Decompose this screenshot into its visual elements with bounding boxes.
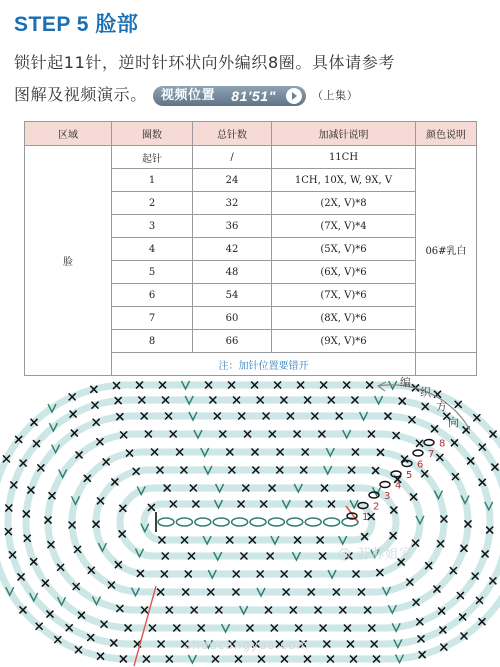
table-note: 注：加针位置要错开 — [112, 353, 416, 376]
desc-cell: (5X, V)*6 — [272, 238, 416, 261]
intro-text — [14, 47, 490, 112]
round-number: 8 — [439, 438, 446, 450]
watermark-brand: @ 苏苏姐家 — [338, 547, 414, 562]
chain-stitch — [305, 518, 321, 526]
total-cell: 48 — [193, 261, 272, 284]
chain-stitch — [213, 518, 229, 526]
round-cell: 起针 — [112, 146, 193, 169]
total-cell: 60 — [193, 307, 272, 330]
chain-stitch — [195, 518, 211, 526]
intro-line-2-text: 图解及视频演示。 — [14, 85, 147, 104]
desc-cell: (8X, V)*6 — [272, 307, 416, 330]
intro-line-2 — [14, 79, 490, 112]
round-cell: 7 — [112, 307, 193, 330]
header-rounds: 圈数 — [112, 122, 193, 146]
total-cell: / — [193, 146, 272, 169]
chain-stitch — [287, 518, 303, 526]
total-cell: 66 — [193, 330, 272, 353]
chain-stitch — [158, 518, 174, 526]
slip-stitch — [380, 482, 390, 488]
slip-stitch — [413, 450, 423, 456]
foundation-chain — [156, 506, 358, 532]
step-title: STEP 5 脸部 — [14, 13, 139, 36]
header-area: 区域 — [25, 122, 112, 146]
round-number: 5 — [406, 470, 413, 481]
round-number: 2 — [373, 501, 380, 513]
intro-line-1: 锁针起11针，逆时针环状向外编织8圈。具体请参考 — [14, 53, 395, 72]
desc-cell: (6X, V)*6 — [272, 261, 416, 284]
desc-cell: (2X, V)*8 — [272, 192, 416, 215]
round-number: 3 — [384, 491, 391, 502]
table-header-row — [25, 122, 477, 146]
desc-cell: 11CH — [272, 146, 416, 169]
total-cell: 36 — [193, 215, 272, 238]
pattern-table — [24, 121, 477, 376]
round-number: 4 — [395, 480, 402, 492]
round-number: 1 — [362, 512, 369, 523]
total-cell: 24 — [193, 169, 272, 192]
play-icon[interactable] — [286, 88, 302, 104]
part-note: （上集） — [311, 88, 359, 102]
round-cell: 3 — [112, 215, 193, 238]
total-cell: 32 — [193, 192, 272, 215]
round-ring — [144, 504, 372, 540]
direction-char: 编 — [400, 376, 411, 389]
desc-cell: (9X, V)*6 — [272, 330, 416, 353]
chain-stitch — [232, 518, 248, 526]
header-color: 颜色说明 — [416, 122, 477, 146]
crochet-chart-diagram — [0, 372, 500, 667]
total-cell: 42 — [193, 238, 272, 261]
direction-char: 向 — [448, 416, 459, 429]
round-number: 7 — [428, 449, 435, 460]
round-cell: 8 — [112, 330, 193, 353]
color-cell: 06#乳白 — [416, 146, 477, 353]
direction-char: 方 — [436, 400, 447, 413]
desc-cell: (7X, V)*6 — [272, 284, 416, 307]
video-label: 视频位置 — [160, 87, 216, 103]
desc-cell: (7X, V)*4 — [272, 215, 416, 238]
header-total: 总针数 — [193, 122, 272, 146]
chain-stitch — [268, 518, 284, 526]
video-position-button[interactable] — [153, 86, 306, 106]
watermark-site: shoucangyao.com — [185, 638, 310, 652]
round-cell: 2 — [112, 192, 193, 215]
round-number: 6 — [417, 459, 424, 471]
desc-cell: 1CH, 10X, W, 9X, V — [272, 169, 416, 192]
area-cell: 脸 — [25, 146, 112, 376]
video-time: 81'51" — [231, 87, 276, 104]
chain-stitch — [176, 518, 192, 526]
slip-stitch — [424, 440, 434, 446]
header-desc: 加减针说明 — [272, 122, 416, 146]
round-cell: 6 — [112, 284, 193, 307]
chain-stitch — [250, 518, 266, 526]
round-cell: 4 — [112, 238, 193, 261]
total-cell: 54 — [193, 284, 272, 307]
table-row — [25, 146, 477, 169]
round-cell: 1 — [112, 169, 193, 192]
chain-stitch — [324, 518, 340, 526]
round-cell: 5 — [112, 261, 193, 284]
direction-char: 织 — [420, 386, 431, 399]
